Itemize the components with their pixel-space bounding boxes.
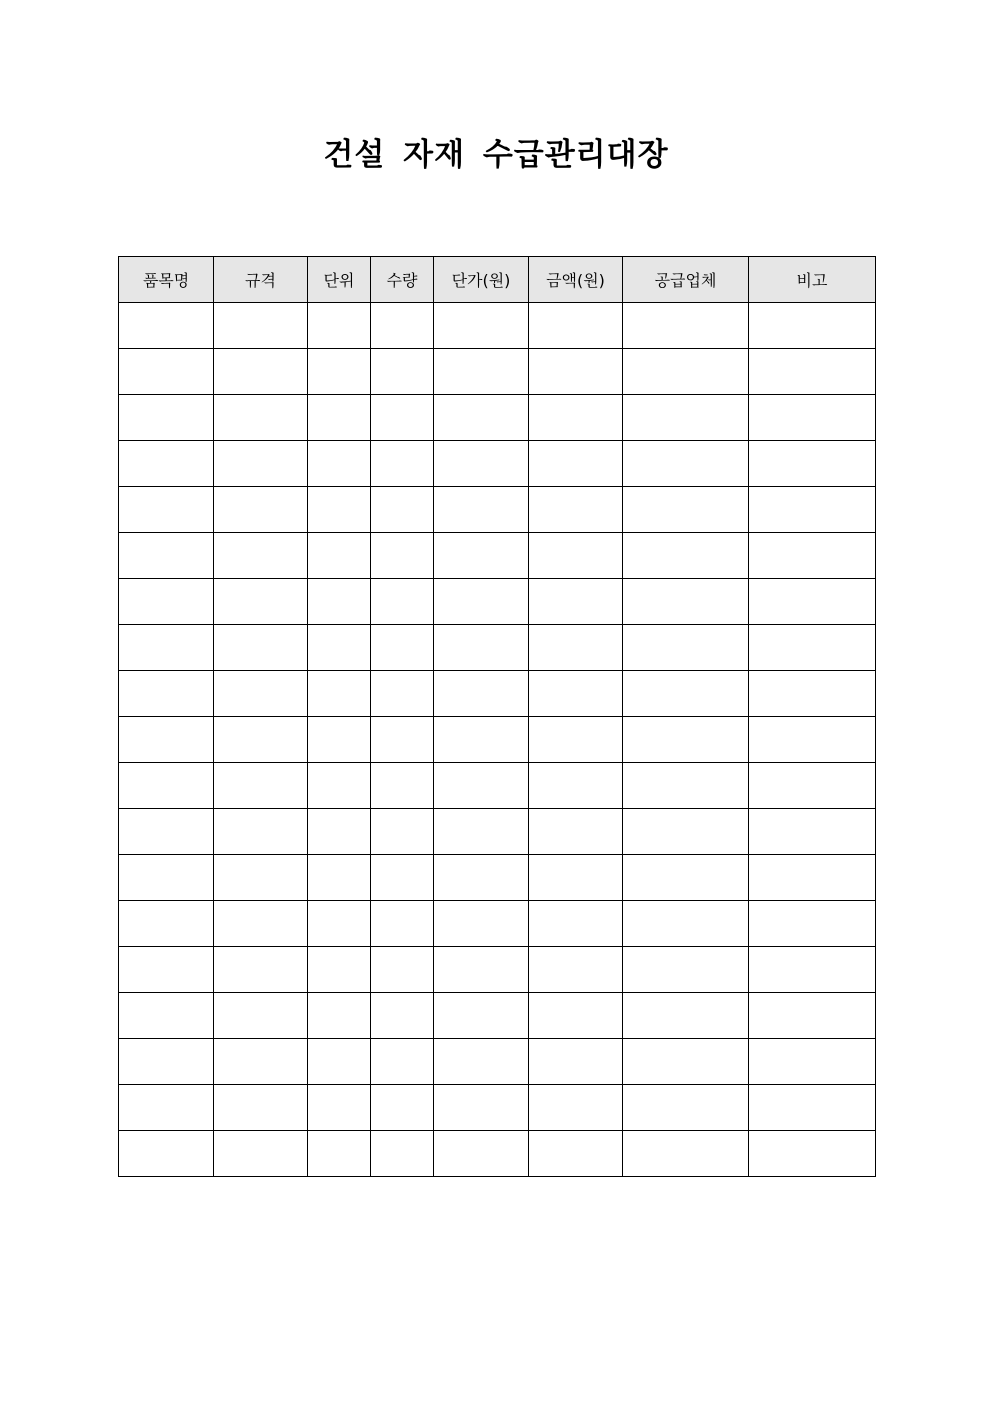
cell-unit[interactable]: [308, 395, 371, 441]
table-row: [119, 487, 876, 533]
cell-spec[interactable]: [214, 625, 308, 671]
cell-unit[interactable]: [308, 303, 371, 349]
cell-item-name[interactable]: [119, 625, 214, 671]
cell-item-name[interactable]: [119, 349, 214, 395]
cell-remarks[interactable]: [749, 533, 876, 579]
cell-unit[interactable]: [308, 349, 371, 395]
cell-remarks[interactable]: [749, 395, 876, 441]
cell-spec[interactable]: [214, 809, 308, 855]
cell-supplier[interactable]: [623, 487, 749, 533]
cell-item-name[interactable]: [119, 901, 214, 947]
cell-supplier[interactable]: [623, 303, 749, 349]
table-row: [119, 1131, 876, 1177]
table-row: [119, 1085, 876, 1131]
cell-remarks[interactable]: [749, 579, 876, 625]
cell-spec[interactable]: [214, 671, 308, 717]
cell-unit[interactable]: [308, 901, 371, 947]
cell-quantity[interactable]: [371, 763, 434, 809]
cell-spec[interactable]: [214, 533, 308, 579]
cell-amount[interactable]: [529, 763, 623, 809]
cell-unit[interactable]: [308, 855, 371, 901]
cell-supplier[interactable]: [623, 1131, 749, 1177]
header-remarks: 비고: [749, 257, 876, 303]
cell-quantity[interactable]: [371, 1085, 434, 1131]
cell-unit-price[interactable]: [434, 1039, 529, 1085]
cell-unit-price[interactable]: [434, 349, 529, 395]
cell-item-name[interactable]: [119, 717, 214, 763]
cell-unit[interactable]: [308, 487, 371, 533]
table-row: [119, 947, 876, 993]
cell-quantity[interactable]: [371, 487, 434, 533]
cell-unit[interactable]: [308, 1131, 371, 1177]
cell-remarks[interactable]: [749, 993, 876, 1039]
cell-amount[interactable]: [529, 855, 623, 901]
cell-unit-price[interactable]: [434, 671, 529, 717]
cell-remarks[interactable]: [749, 717, 876, 763]
table-row: [119, 441, 876, 487]
cell-quantity[interactable]: [371, 901, 434, 947]
cell-quantity[interactable]: [371, 1131, 434, 1177]
cell-amount[interactable]: [529, 349, 623, 395]
cell-supplier[interactable]: [623, 763, 749, 809]
table-row: [119, 717, 876, 763]
cell-remarks[interactable]: [749, 947, 876, 993]
header-unit-price: 단가(원): [434, 257, 529, 303]
cell-quantity[interactable]: [371, 625, 434, 671]
cell-unit[interactable]: [308, 947, 371, 993]
cell-unit-price[interactable]: [434, 395, 529, 441]
cell-supplier[interactable]: [623, 625, 749, 671]
cell-unit[interactable]: [308, 625, 371, 671]
cell-supplier[interactable]: [623, 855, 749, 901]
table-row: [119, 855, 876, 901]
cell-spec[interactable]: [214, 303, 308, 349]
cell-item-name[interactable]: [119, 763, 214, 809]
table-row: [119, 763, 876, 809]
cell-supplier[interactable]: [623, 441, 749, 487]
cell-amount[interactable]: [529, 901, 623, 947]
cell-supplier[interactable]: [623, 349, 749, 395]
cell-amount[interactable]: [529, 441, 623, 487]
cell-item-name[interactable]: [119, 579, 214, 625]
cell-remarks[interactable]: [749, 671, 876, 717]
cell-item-name[interactable]: [119, 487, 214, 533]
cell-quantity[interactable]: [371, 395, 434, 441]
cell-amount[interactable]: [529, 717, 623, 763]
cell-unit-price[interactable]: [434, 579, 529, 625]
table-row: [119, 625, 876, 671]
table-row: [119, 809, 876, 855]
cell-unit-price[interactable]: [434, 303, 529, 349]
cell-unit-price[interactable]: [434, 947, 529, 993]
cell-item-name[interactable]: [119, 395, 214, 441]
cell-quantity[interactable]: [371, 533, 434, 579]
cell-amount[interactable]: [529, 533, 623, 579]
cell-quantity[interactable]: [371, 579, 434, 625]
cell-amount[interactable]: [529, 625, 623, 671]
cell-supplier[interactable]: [623, 533, 749, 579]
cell-unit-price[interactable]: [434, 1085, 529, 1131]
cell-item-name[interactable]: [119, 303, 214, 349]
header-quantity: 수량: [371, 257, 434, 303]
cell-quantity[interactable]: [371, 717, 434, 763]
table-row: [119, 533, 876, 579]
cell-supplier[interactable]: [623, 1085, 749, 1131]
cell-item-name[interactable]: [119, 1131, 214, 1177]
table-row: [119, 1039, 876, 1085]
cell-spec[interactable]: [214, 395, 308, 441]
table-row: [119, 993, 876, 1039]
header-spec: 규격: [214, 257, 308, 303]
cell-remarks[interactable]: [749, 763, 876, 809]
cell-spec[interactable]: [214, 763, 308, 809]
cell-spec[interactable]: [214, 901, 308, 947]
cell-unit-price[interactable]: [434, 625, 529, 671]
table-row: [119, 395, 876, 441]
cell-unit[interactable]: [308, 1039, 371, 1085]
cell-supplier[interactable]: [623, 671, 749, 717]
cell-unit[interactable]: [308, 441, 371, 487]
cell-amount[interactable]: [529, 487, 623, 533]
table-row: [119, 303, 876, 349]
header-item-name: 품목명: [119, 257, 214, 303]
cell-unit[interactable]: [308, 671, 371, 717]
cell-spec[interactable]: [214, 441, 308, 487]
cell-amount[interactable]: [529, 303, 623, 349]
cell-unit[interactable]: [308, 809, 371, 855]
cell-unit-price[interactable]: [434, 533, 529, 579]
cell-unit[interactable]: [308, 763, 371, 809]
cell-supplier[interactable]: [623, 395, 749, 441]
cell-item-name[interactable]: [119, 809, 214, 855]
cell-remarks[interactable]: [749, 855, 876, 901]
cell-spec[interactable]: [214, 993, 308, 1039]
cell-unit-price[interactable]: [434, 487, 529, 533]
cell-remarks[interactable]: [749, 625, 876, 671]
cell-unit-price[interactable]: [434, 809, 529, 855]
cell-unit[interactable]: [308, 993, 371, 1039]
cell-item-name[interactable]: [119, 1085, 214, 1131]
cell-unit[interactable]: [308, 1085, 371, 1131]
cell-quantity[interactable]: [371, 947, 434, 993]
cell-remarks[interactable]: [749, 1039, 876, 1085]
cell-unit[interactable]: [308, 533, 371, 579]
cell-quantity[interactable]: [371, 855, 434, 901]
cell-remarks[interactable]: [749, 441, 876, 487]
cell-quantity[interactable]: [371, 671, 434, 717]
cell-quantity[interactable]: [371, 1039, 434, 1085]
header-amount: 금액(원): [529, 257, 623, 303]
cell-unit[interactable]: [308, 717, 371, 763]
cell-amount[interactable]: [529, 671, 623, 717]
cell-supplier[interactable]: [623, 993, 749, 1039]
cell-item-name[interactable]: [119, 1039, 214, 1085]
cell-item-name[interactable]: [119, 855, 214, 901]
cell-remarks[interactable]: [749, 1085, 876, 1131]
cell-item-name[interactable]: [119, 993, 214, 1039]
cell-amount[interactable]: [529, 809, 623, 855]
cell-quantity[interactable]: [371, 441, 434, 487]
table-row: [119, 671, 876, 717]
cell-spec[interactable]: [214, 1039, 308, 1085]
cell-unit-price[interactable]: [434, 717, 529, 763]
cell-spec[interactable]: [214, 1131, 308, 1177]
cell-supplier[interactable]: [623, 717, 749, 763]
cell-quantity[interactable]: [371, 349, 434, 395]
cell-unit-price[interactable]: [434, 855, 529, 901]
cell-item-name[interactable]: [119, 533, 214, 579]
cell-supplier[interactable]: [623, 579, 749, 625]
cell-unit-price[interactable]: [434, 1131, 529, 1177]
cell-item-name[interactable]: [119, 947, 214, 993]
cell-remarks[interactable]: [749, 349, 876, 395]
header-unit: 단위: [308, 257, 371, 303]
cell-remarks[interactable]: [749, 487, 876, 533]
cell-quantity[interactable]: [371, 993, 434, 1039]
cell-spec[interactable]: [214, 717, 308, 763]
cell-amount[interactable]: [529, 993, 623, 1039]
cell-amount[interactable]: [529, 1131, 623, 1177]
cell-spec[interactable]: [214, 487, 308, 533]
cell-item-name[interactable]: [119, 441, 214, 487]
cell-spec[interactable]: [214, 1085, 308, 1131]
cell-amount[interactable]: [529, 579, 623, 625]
cell-spec[interactable]: [214, 579, 308, 625]
table-row: [119, 349, 876, 395]
cell-supplier[interactable]: [623, 1039, 749, 1085]
table-body: [119, 303, 876, 1177]
header-supplier: 공급업체: [623, 257, 749, 303]
cell-quantity[interactable]: [371, 809, 434, 855]
page-title: 건설 자재 수급관리대장: [323, 137, 669, 173]
cell-remarks[interactable]: [749, 901, 876, 947]
cell-supplier[interactable]: [623, 947, 749, 993]
cell-unit-price[interactable]: [434, 441, 529, 487]
cell-item-name[interactable]: [119, 671, 214, 717]
cell-spec[interactable]: [214, 855, 308, 901]
cell-quantity[interactable]: [371, 303, 434, 349]
header-row: [119, 257, 876, 303]
cell-unit[interactable]: [308, 579, 371, 625]
cell-unit-price[interactable]: [434, 901, 529, 947]
cell-unit-price[interactable]: [434, 763, 529, 809]
cell-unit-price[interactable]: [434, 993, 529, 1039]
cell-remarks[interactable]: [749, 1131, 876, 1177]
cell-remarks[interactable]: [749, 303, 876, 349]
cell-amount[interactable]: [529, 947, 623, 993]
cell-supplier[interactable]: [623, 809, 749, 855]
cell-amount[interactable]: [529, 1039, 623, 1085]
cell-amount[interactable]: [529, 395, 623, 441]
table-row: [119, 579, 876, 625]
cell-supplier[interactable]: [623, 901, 749, 947]
cell-remarks[interactable]: [749, 809, 876, 855]
table-row: [119, 901, 876, 947]
cell-spec[interactable]: [214, 349, 308, 395]
material-ledger-table: [118, 256, 876, 1177]
cell-spec[interactable]: [214, 947, 308, 993]
cell-amount[interactable]: [529, 1085, 623, 1131]
